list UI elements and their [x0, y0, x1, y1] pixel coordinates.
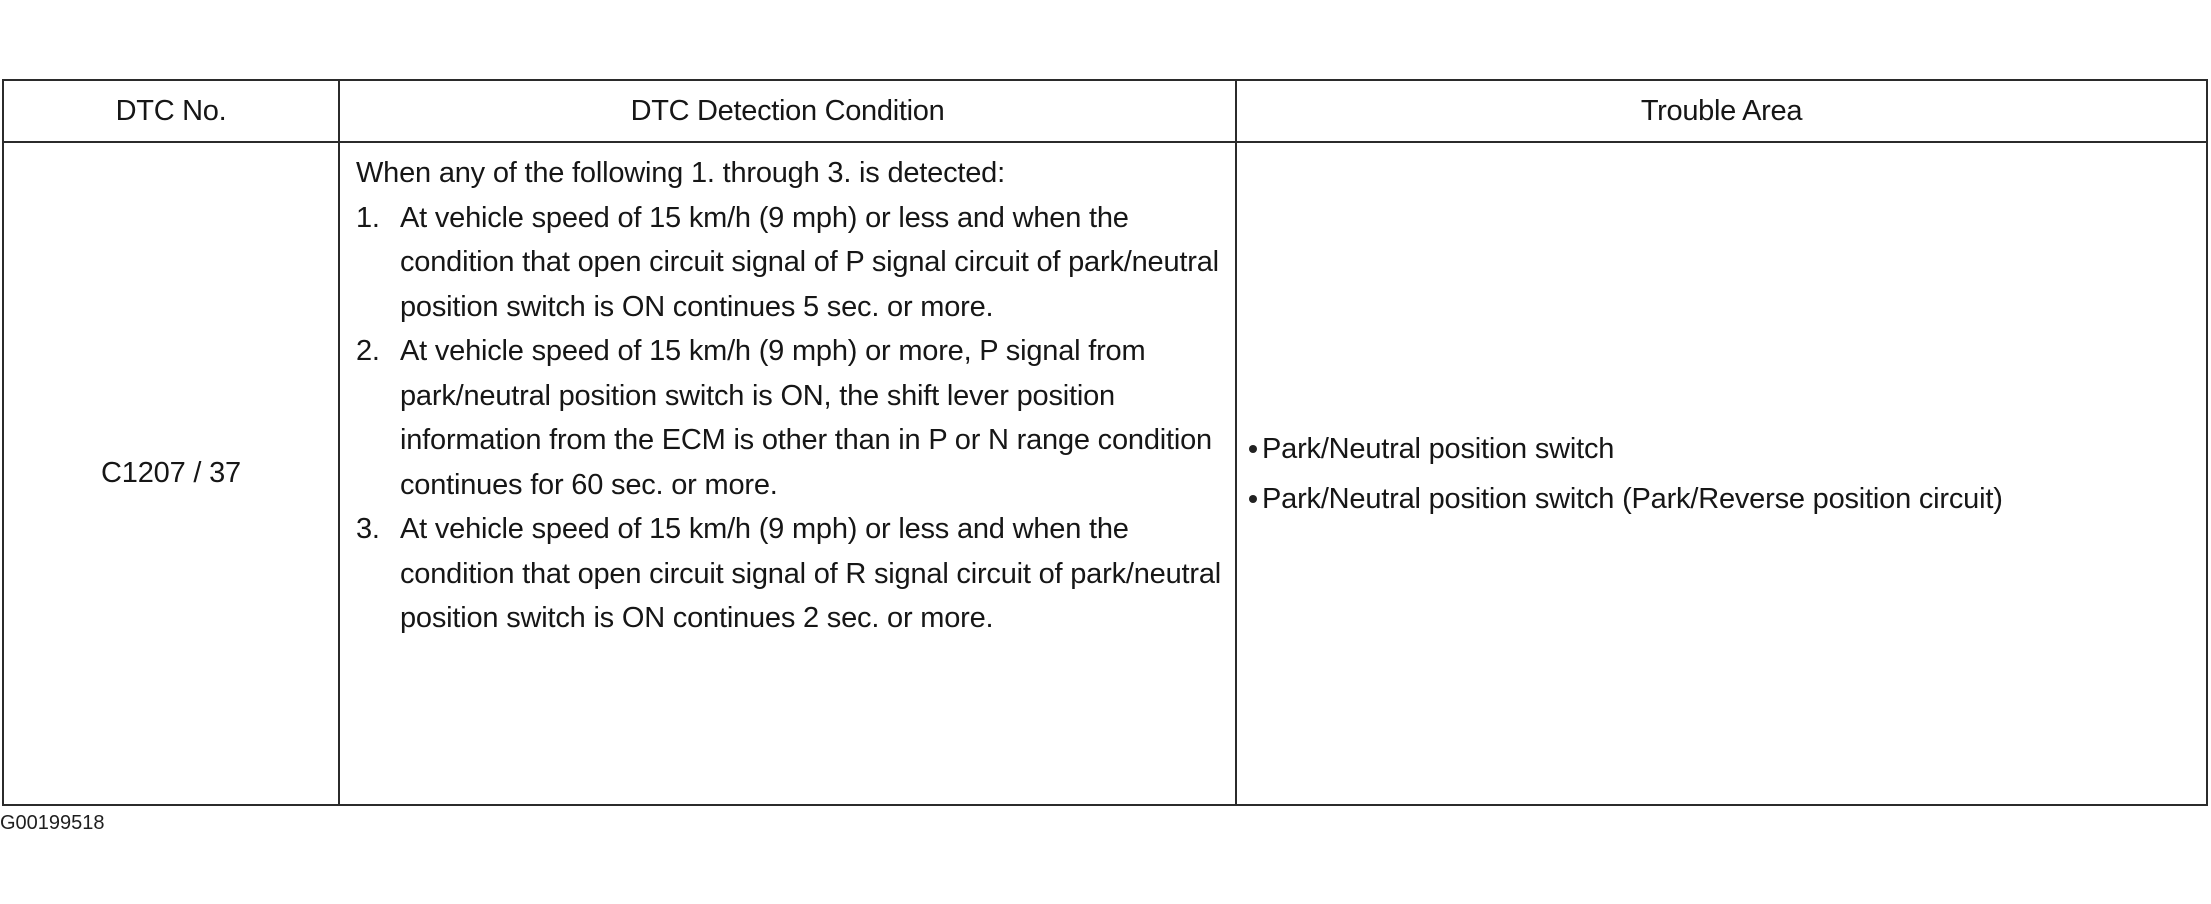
- condition-item-2: [356, 329, 1235, 507]
- bullet-icon: [1249, 445, 1257, 453]
- bullet-icon: [1249, 495, 1257, 503]
- condition-text: At vehicle speed of 15 km/h (9 mph) or less and when the condition that open circuit signal of R signal circuit of park/neutral position switch is ON continues 2 sec. or more.: [400, 513, 1221, 634]
- trouble-area-text: Park/Neutral position switch (Park/Reverse position circuit): [1262, 482, 2003, 515]
- condition-item-3: [356, 507, 1235, 641]
- trouble-area-cell: [1236, 142, 2207, 805]
- condition-number: 1.: [356, 201, 380, 234]
- table-body: [3, 142, 2207, 805]
- detection-condition-cell: [339, 142, 1236, 805]
- condition-text: At vehicle speed of 15 km/h (9 mph) or less and when the condition that open circuit signal of P signal circuit of park/neutral position switch is ON continues 5 sec. or more.: [400, 201, 1219, 323]
- trouble-area-text: Park/Neutral position switch: [1262, 432, 1615, 465]
- condition-text: At vehicle speed of 15 km/h (9 mph) or more, P signal from park/neutral position switch is ON, the shift lever position information from the ECM is other than in P or N range condition continues for 60 sec. or more.: [400, 335, 1212, 501]
- dtc-table: [2, 79, 2208, 806]
- condition-intro: When any of the following 1. through 3. is detected:: [356, 157, 1005, 189]
- header-detection-condition: DTC Detection Condition: [339, 80, 1236, 142]
- header-dtc-no: DTC No.: [3, 80, 339, 142]
- trouble-area-item-2: [1249, 474, 2206, 524]
- table-header: [3, 80, 2207, 142]
- dtc-code-cell: C1207 / 37: [3, 142, 339, 805]
- table-row: [3, 142, 2207, 805]
- condition-number: 2.: [356, 335, 380, 367]
- trouble-area-item-1: [1249, 424, 2206, 474]
- condition-list: [356, 196, 1235, 641]
- condition-item-1: [356, 196, 1235, 330]
- condition-number: 3.: [356, 513, 380, 545]
- trouble-area-list: [1249, 424, 2206, 524]
- header-trouble-area: Trouble Area: [1236, 80, 2207, 142]
- figure-id: G00199518: [0, 812, 105, 834]
- header-row: [3, 80, 2207, 142]
